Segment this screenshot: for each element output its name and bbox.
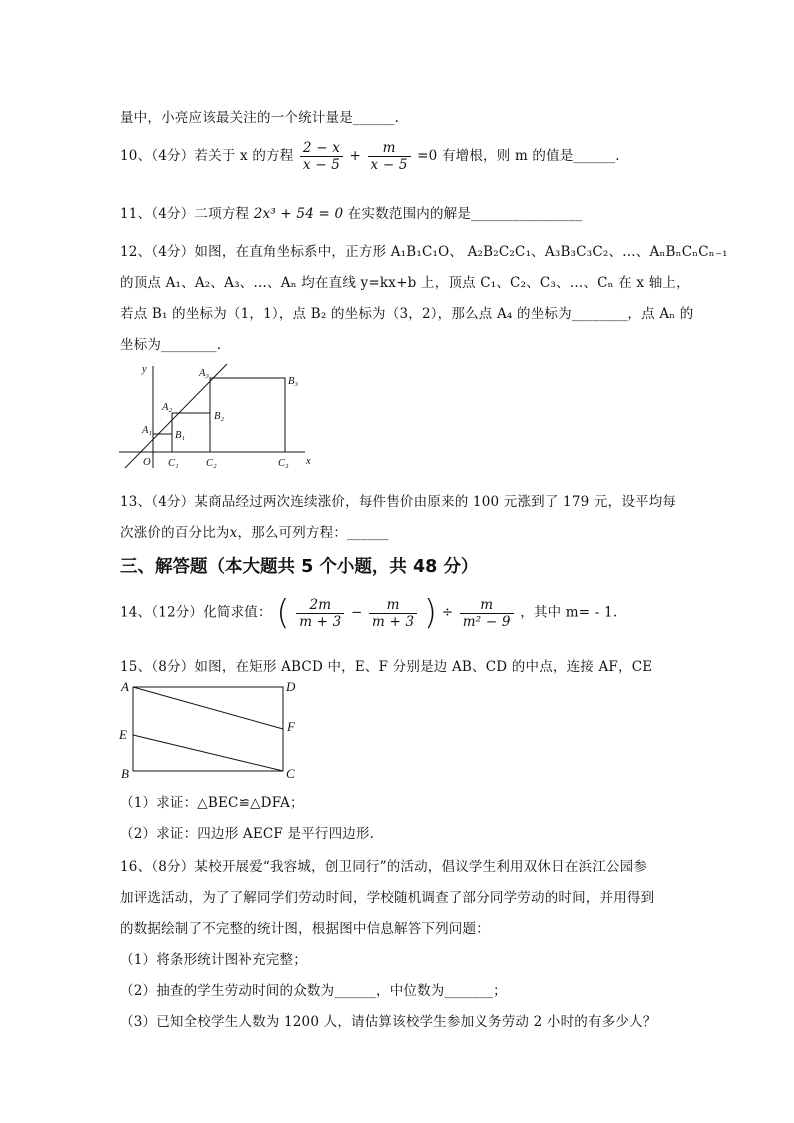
label-A2: A₂ xyxy=(162,402,173,413)
q10-fraction-1 xyxy=(300,140,343,173)
q14-f1-numerator: 2m xyxy=(296,597,344,614)
rectangle-ABCD xyxy=(133,687,283,771)
label-B: B xyxy=(121,766,129,781)
q10-plus: + xyxy=(349,148,362,164)
left-paren: ( xyxy=(276,593,290,633)
q10-frac2-denominator: x − 5 xyxy=(370,157,408,173)
q10-frac2-numerator: m xyxy=(368,140,411,157)
label-A: A xyxy=(121,679,129,694)
q10 xyxy=(120,140,620,173)
q15-rectangle-figure xyxy=(115,677,305,781)
q14-fraction-1 xyxy=(296,597,344,630)
label-x: x xyxy=(306,456,311,467)
q9-tail: 量中，小亮应该最关注的一个统计量是______. xyxy=(120,110,400,126)
q10-frac1-numerator: 2 − x xyxy=(300,140,343,157)
label-C3: C₃ xyxy=(278,458,289,469)
q12-line-3: 若点 B₁ 的坐标为（1，1），点 B₂ 的坐标为（3，2），那么点 A₄ 的坐标为________，点 Aₙ 的 xyxy=(120,306,694,322)
q14 xyxy=(120,593,618,633)
q14-f1-denominator: m + 3 xyxy=(299,613,342,630)
q13-variable: x xyxy=(229,525,238,541)
label-O: O xyxy=(143,457,151,468)
q16-part-2: （2）抽查的学生劳动时间的众数为______，中位数为_______； xyxy=(120,983,507,999)
q11-prefix: 11、（4分）二项方程 xyxy=(120,206,250,222)
q11-equation: 2x³ + 54 = 0 xyxy=(253,206,344,222)
label-A1: A₁ xyxy=(142,425,153,436)
q15-part-1: （1）求证：△BEC≌△DFA； xyxy=(120,795,304,811)
q15-line-1: 15、（8分）如图，在矩形 ABCD 中，E、F 分别是边 AB、CD 的中点，连接 AF，CE xyxy=(120,659,653,675)
q13-line-1: 13、（4分）某商品经过两次连续涨价，每件售价由原来的 100 元涨到了 179 元，设平均每 xyxy=(120,494,677,510)
q14-fraction-2 xyxy=(369,597,417,630)
label-F: F xyxy=(287,719,295,734)
segment-AF xyxy=(133,687,283,729)
label-B3: B₃ xyxy=(288,376,299,387)
q16-part-1: （1）将条形统计图补充完整； xyxy=(120,952,307,968)
q11 xyxy=(120,202,582,222)
q12-coordinate-figure xyxy=(115,360,315,472)
q16-line-1: 16、（8分）某校开展爱“我容城，创卫同行”的活动，倡议学生利用双休日在浜江公园参 xyxy=(120,859,648,875)
q16-line-2: 加评选活动，为了了解同学们劳动时间，学校随机调查了部分同学劳动的时间，并用得到 xyxy=(120,890,655,906)
label-y: y xyxy=(142,364,147,375)
label-C1: C₁ xyxy=(168,458,179,469)
label-C2: C₂ xyxy=(206,458,217,469)
q10-prefix: 10、（4分）若关于 x 的方程 xyxy=(120,148,294,164)
q14-f3-denominator: m² − 9 xyxy=(462,613,511,630)
q12-line-4: 坐标为________. xyxy=(120,337,222,353)
label-E: E xyxy=(119,727,127,742)
q12-line-1: 12、（4分）如图，在直角坐标系中，正方形 A₁B₁C₁O、 A₂B₂C₂C₁、A₃B₃C₃C₂、…、AₙBₙCₙCₙ₋₁ xyxy=(120,244,728,260)
q14-prefix: 14、（12分）化简求值： xyxy=(120,604,272,621)
segment-EC xyxy=(133,735,283,771)
label-C: C xyxy=(286,766,295,781)
q14-minus: − xyxy=(350,604,363,621)
section-3-heading: 三、解答题（本大题共 5 个小题，共 48 分） xyxy=(120,557,479,577)
q14-f2-numerator: m xyxy=(369,597,417,614)
q16-line-3: 的数据绘制了不完整的统计图，根据图中信息解答下列问题： xyxy=(120,921,490,937)
q11-suffix: 在实数范围内的解是________________ xyxy=(347,206,583,222)
q15-part-2: （2）求证：四边形 AECF 是平行四边形. xyxy=(120,826,375,842)
q14-f2-denominator: m + 3 xyxy=(372,613,415,630)
q14-suffix: ，其中 m= - 1. xyxy=(520,604,618,621)
label-B1: B₁ xyxy=(175,430,186,441)
q14-fraction-3 xyxy=(460,597,514,630)
q12-line-2: 的顶点 A₁、A₂、A₃、…、Aₙ 均在直线 y=kx+b 上，顶点 C₁、C₂、C₃、…、Cₙ 在 x 轴上， xyxy=(120,275,690,291)
q10-frac1-denominator: x − 5 xyxy=(302,157,341,173)
q16-part-3: （3）已知全校学生人数为 1200 人，请估算该校学生参加义务劳动 2 小时的有多少人？ xyxy=(120,1014,657,1030)
q13-line-2 xyxy=(120,521,389,541)
label-D: D xyxy=(286,679,296,694)
q10-suffix: =0 有增根，则 m 的值是______. xyxy=(417,148,620,164)
label-B2: B₂ xyxy=(214,411,225,422)
q10-fraction-2 xyxy=(368,140,411,173)
q13-text-b: ，那么可列方程：______ xyxy=(237,525,389,541)
q14-f3-numerator: m xyxy=(460,597,514,614)
q13-text-a: 次涨价的百分比为 xyxy=(120,525,230,541)
label-A3: A₃ xyxy=(199,368,210,379)
q14-divide: ÷ xyxy=(441,604,454,621)
right-paren: ) xyxy=(423,593,438,633)
